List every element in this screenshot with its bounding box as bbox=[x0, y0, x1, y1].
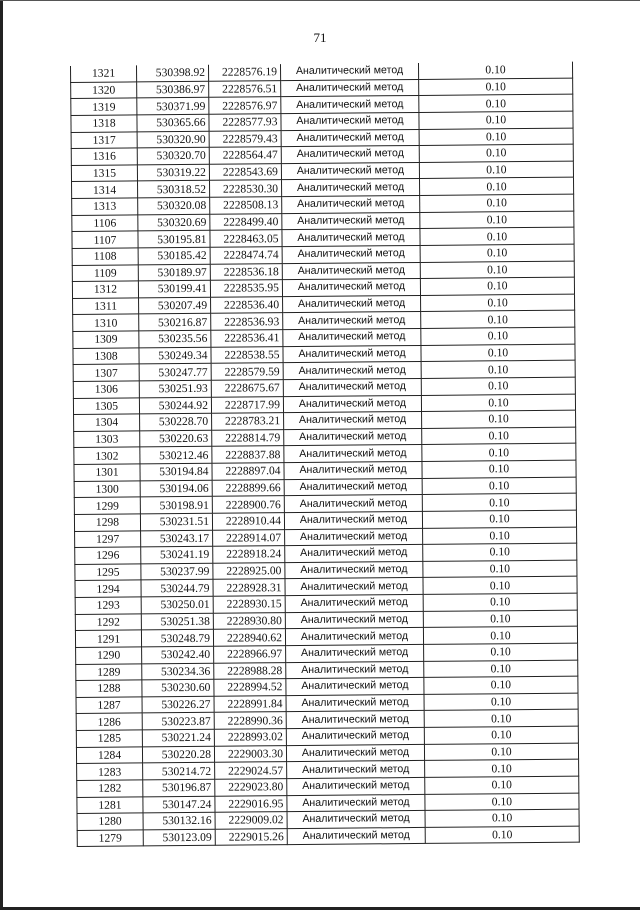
coordinate-x-cell: 530249.34 bbox=[139, 347, 211, 364]
determination-method-cell: Аналитический метод bbox=[285, 594, 423, 612]
coordinate-y-cell: 2228717.99 bbox=[211, 396, 283, 413]
coordinate-x-cell: 530199.41 bbox=[138, 280, 210, 297]
point-number-cell: 1301 bbox=[74, 464, 140, 481]
determination-method-cell: Аналитический метод bbox=[285, 628, 423, 646]
point-number-cell: 1284 bbox=[76, 747, 142, 764]
coordinate-y-cell: 2228474.74 bbox=[210, 247, 282, 264]
determination-method-cell: Аналитический метод bbox=[284, 478, 422, 496]
accuracy-value-cell: 0.10 bbox=[423, 560, 577, 578]
determination-method-cell: Аналитический метод bbox=[286, 661, 424, 679]
coordinates-table bbox=[70, 62, 580, 848]
determination-method-cell: Аналитический метод bbox=[281, 79, 419, 97]
coordinate-x-cell: 530234.36 bbox=[142, 663, 214, 680]
coordinate-y-cell: 2228576.19 bbox=[208, 64, 280, 81]
accuracy-value-cell: 0.10 bbox=[425, 793, 579, 811]
accuracy-value-cell: 0.10 bbox=[420, 261, 574, 279]
determination-method-cell: Аналитический метод bbox=[285, 528, 423, 546]
determination-method-cell: Аналитический метод bbox=[287, 777, 425, 795]
point-number-cell: 1300 bbox=[74, 481, 140, 498]
determination-method-cell: Аналитический метод bbox=[284, 495, 422, 513]
accuracy-value-cell: 0.10 bbox=[421, 394, 575, 412]
determination-method-cell: Аналитический метод bbox=[281, 112, 419, 130]
coordinate-y-cell: 2229003.30 bbox=[214, 745, 286, 762]
coordinate-y-cell: 2228536.41 bbox=[211, 330, 283, 347]
point-number-cell: 1321 bbox=[70, 65, 136, 82]
coordinate-x-cell: 530371.99 bbox=[137, 98, 209, 115]
accuracy-value-cell: 0.10 bbox=[418, 62, 572, 79]
determination-method-cell: Аналитический метод bbox=[283, 295, 421, 313]
determination-method-cell: Аналитический метод bbox=[286, 694, 424, 712]
determination-method-cell: Аналитический метод bbox=[280, 63, 418, 80]
accuracy-value-cell: 0.10 bbox=[421, 294, 575, 312]
point-number-cell: 1308 bbox=[73, 348, 139, 365]
coordinate-x-cell: 530320.90 bbox=[137, 131, 209, 148]
accuracy-value-cell: 0.10 bbox=[420, 211, 574, 229]
coordinate-x-cell: 530230.60 bbox=[142, 679, 214, 696]
coordinate-y-cell: 2228543.69 bbox=[209, 163, 281, 180]
coordinate-x-cell: 530319.22 bbox=[137, 164, 209, 181]
point-number-cell: 1291 bbox=[75, 630, 141, 647]
accuracy-value-cell: 0.10 bbox=[424, 709, 578, 727]
coordinate-y-cell: 2228930.15 bbox=[213, 596, 285, 613]
accuracy-value-cell: 0.10 bbox=[419, 94, 573, 112]
point-number-cell: 1315 bbox=[71, 165, 137, 182]
point-number-cell: 1314 bbox=[72, 181, 138, 198]
coordinate-x-cell: 530207.49 bbox=[139, 297, 211, 314]
accuracy-value-cell: 0.10 bbox=[425, 809, 579, 827]
coordinate-y-cell: 2228579.59 bbox=[211, 363, 283, 380]
coordinate-y-cell: 2228910.44 bbox=[212, 513, 284, 530]
point-number-cell: 1309 bbox=[73, 331, 139, 348]
accuracy-value-cell: 0.10 bbox=[424, 660, 578, 678]
accuracy-value-cell: 0.10 bbox=[420, 244, 574, 262]
coordinate-y-cell: 2228988.28 bbox=[214, 662, 286, 679]
coordinate-x-cell: 530216.87 bbox=[139, 314, 211, 331]
coordinate-y-cell: 2228990.36 bbox=[214, 712, 286, 729]
coordinate-x-cell: 530212.46 bbox=[140, 447, 212, 464]
accuracy-value-cell: 0.10 bbox=[420, 227, 574, 245]
coordinate-y-cell: 2228530.30 bbox=[210, 180, 282, 197]
accuracy-value-cell: 0.10 bbox=[424, 743, 578, 761]
point-number-cell: 1293 bbox=[75, 597, 141, 614]
determination-method-cell: Аналитический метод bbox=[282, 262, 420, 280]
point-number-cell: 1297 bbox=[75, 530, 141, 547]
accuracy-value-cell: 0.10 bbox=[423, 626, 577, 644]
coordinate-x-cell: 530195.81 bbox=[138, 231, 210, 248]
determination-method-cell: Аналитический метод bbox=[282, 229, 420, 247]
point-number-cell: 1317 bbox=[71, 131, 137, 148]
accuracy-value-cell: 0.10 bbox=[419, 144, 573, 162]
determination-method-cell: Аналитический метод bbox=[282, 279, 420, 297]
determination-method-cell: Аналитический метод bbox=[283, 345, 421, 363]
coordinate-x-cell: 530194.84 bbox=[140, 463, 212, 480]
coordinate-y-cell: 2228675.67 bbox=[211, 380, 283, 397]
determination-method-cell: Аналитический метод bbox=[283, 328, 421, 346]
coordinate-x-cell: 530318.52 bbox=[138, 181, 210, 198]
coordinate-y-cell: 2228897.04 bbox=[212, 463, 284, 480]
coordinate-y-cell: 2228579.43 bbox=[209, 130, 281, 147]
point-number-cell: 1313 bbox=[72, 198, 138, 215]
point-number-cell: 1295 bbox=[75, 564, 141, 581]
accuracy-value-cell: 0.10 bbox=[423, 593, 577, 611]
coordinate-y-cell: 2228925.00 bbox=[213, 562, 285, 579]
determination-method-cell: Аналитический метод bbox=[284, 511, 422, 529]
determination-method-cell: Аналитический метод bbox=[285, 561, 423, 579]
determination-method-cell: Аналитический метод bbox=[283, 378, 421, 396]
determination-method-cell: Аналитический метод bbox=[287, 811, 425, 829]
coordinate-y-cell: 2229009.02 bbox=[215, 812, 287, 829]
coordinate-y-cell: 2228994.52 bbox=[214, 679, 286, 696]
coordinate-y-cell: 2228814.79 bbox=[212, 429, 284, 446]
determination-method-cell: Аналитический метод bbox=[286, 727, 424, 745]
coordinate-x-cell: 530320.70 bbox=[137, 147, 209, 164]
coordinate-y-cell: 2228900.76 bbox=[212, 496, 284, 513]
coordinate-x-cell: 530189.97 bbox=[138, 264, 210, 281]
point-number-cell: 1292 bbox=[75, 614, 141, 631]
point-number-cell: 1106 bbox=[72, 215, 138, 232]
point-number-cell: 1307 bbox=[73, 364, 139, 381]
document-sheet bbox=[70, 62, 579, 848]
scan-border-top bbox=[0, 0, 640, 1]
coordinate-x-cell: 530221.24 bbox=[142, 729, 214, 746]
point-number-cell: 1296 bbox=[75, 547, 141, 564]
determination-method-cell: Аналитический метод bbox=[286, 678, 424, 696]
accuracy-value-cell: 0.10 bbox=[419, 78, 573, 96]
coordinate-y-cell: 2228564.47 bbox=[209, 147, 281, 164]
determination-method-cell: Аналитический метод bbox=[284, 461, 422, 479]
coordinate-y-cell: 2229016.95 bbox=[215, 795, 287, 812]
scan-border-left bbox=[0, 0, 3, 910]
point-number-cell: 1306 bbox=[73, 381, 139, 398]
page-number: 71 bbox=[313, 30, 327, 45]
point-number-cell: 1305 bbox=[73, 397, 139, 414]
accuracy-value-cell: 0.10 bbox=[422, 510, 576, 528]
coordinate-y-cell: 2228928.31 bbox=[213, 579, 285, 596]
coordinate-y-cell: 2228783.21 bbox=[212, 413, 284, 430]
point-number-cell: 1290 bbox=[76, 647, 142, 664]
coordinate-x-cell: 530247.77 bbox=[139, 364, 211, 381]
point-number-cell: 1299 bbox=[74, 497, 140, 514]
coordinate-y-cell: 2228508.13 bbox=[210, 197, 282, 214]
determination-method-cell: Аналитический метод bbox=[281, 129, 419, 147]
coordinate-x-cell: 530243.17 bbox=[141, 530, 213, 547]
coordinate-x-cell: 530398.92 bbox=[136, 65, 208, 82]
coordinates-table-body bbox=[70, 62, 579, 847]
coordinate-y-cell: 2229023.80 bbox=[215, 779, 287, 796]
point-number-cell: 1312 bbox=[72, 281, 138, 298]
determination-method-cell: Аналитический метод bbox=[286, 744, 424, 762]
coordinate-x-cell: 530226.27 bbox=[142, 696, 214, 713]
coordinate-y-cell: 2228993.02 bbox=[214, 729, 286, 746]
coordinate-y-cell: 2228576.97 bbox=[209, 97, 281, 114]
coordinate-x-cell: 530250.01 bbox=[141, 596, 213, 613]
coordinate-y-cell: 2228991.84 bbox=[214, 695, 286, 712]
accuracy-value-cell: 0.10 bbox=[424, 693, 578, 711]
determination-method-cell: Аналитический метод bbox=[281, 96, 419, 114]
accuracy-value-cell: 0.10 bbox=[423, 543, 577, 561]
accuracy-value-cell: 0.10 bbox=[421, 310, 575, 328]
coordinate-x-cell: 530251.38 bbox=[141, 613, 213, 630]
point-number-cell: 1283 bbox=[77, 763, 143, 780]
coordinate-x-cell: 530320.69 bbox=[138, 214, 210, 231]
point-number-cell: 1320 bbox=[71, 82, 137, 99]
coordinate-y-cell: 2229015.26 bbox=[215, 828, 287, 845]
coordinate-y-cell: 2229024.57 bbox=[215, 762, 287, 779]
determination-method-cell: Аналитический метод bbox=[282, 212, 420, 230]
coordinate-x-cell: 530244.79 bbox=[141, 580, 213, 597]
coordinate-x-cell: 530214.72 bbox=[143, 763, 215, 780]
accuracy-value-cell: 0.10 bbox=[421, 327, 575, 345]
coordinate-x-cell: 530365.66 bbox=[137, 114, 209, 131]
determination-method-cell: Аналитический метод bbox=[282, 179, 420, 197]
coordinate-y-cell: 2228914.07 bbox=[213, 529, 285, 546]
coordinate-x-cell: 530242.40 bbox=[142, 646, 214, 663]
coordinate-y-cell: 2228577.93 bbox=[209, 114, 281, 131]
point-number-cell: 1316 bbox=[71, 148, 137, 165]
accuracy-value-cell: 0.10 bbox=[421, 344, 575, 362]
coordinate-x-cell: 530320.08 bbox=[138, 197, 210, 214]
point-number-cell: 1282 bbox=[77, 780, 143, 797]
point-number-cell: 1288 bbox=[76, 680, 142, 697]
coordinate-y-cell: 2228536.93 bbox=[211, 313, 283, 330]
determination-method-cell: Аналитический метод bbox=[287, 761, 425, 779]
coordinate-x-cell: 530251.93 bbox=[139, 380, 211, 397]
accuracy-value-cell: 0.10 bbox=[422, 493, 576, 511]
accuracy-value-cell: 0.10 bbox=[422, 443, 576, 461]
accuracy-value-cell: 0.10 bbox=[422, 460, 576, 478]
accuracy-value-cell: 0.10 bbox=[419, 128, 573, 146]
point-number-cell: 1287 bbox=[76, 697, 142, 714]
determination-method-cell: Аналитический метод bbox=[285, 545, 423, 563]
determination-method-cell: Аналитический метод bbox=[285, 578, 423, 596]
coordinate-x-cell: 530198.91 bbox=[140, 497, 212, 514]
point-number-cell: 1310 bbox=[73, 314, 139, 331]
determination-method-cell: Аналитический метод bbox=[286, 644, 424, 662]
coordinate-y-cell: 2228966.97 bbox=[214, 646, 286, 663]
accuracy-value-cell: 0.10 bbox=[425, 759, 579, 777]
coordinate-x-cell: 530237.99 bbox=[141, 563, 213, 580]
coordinate-x-cell: 530220.63 bbox=[140, 430, 212, 447]
coordinate-x-cell: 530248.79 bbox=[141, 630, 213, 647]
coordinate-x-cell: 530223.87 bbox=[142, 713, 214, 730]
point-number-cell: 1109 bbox=[72, 264, 138, 281]
determination-method-cell: Аналитический метод bbox=[285, 611, 423, 629]
point-number-cell: 1108 bbox=[72, 248, 138, 265]
accuracy-value-cell: 0.10 bbox=[421, 360, 575, 378]
coordinate-y-cell: 2228536.40 bbox=[211, 296, 283, 313]
determination-method-cell: Аналитический метод bbox=[287, 827, 425, 845]
point-number-cell: 1279 bbox=[77, 830, 143, 847]
accuracy-value-cell: 0.10 bbox=[422, 410, 576, 428]
accuracy-value-cell: 0.10 bbox=[419, 111, 573, 129]
coordinate-y-cell: 2228538.55 bbox=[211, 346, 283, 363]
coordinate-y-cell: 2228499.40 bbox=[210, 213, 282, 230]
determination-method-cell: Аналитический метод bbox=[283, 362, 421, 380]
point-number-cell: 1294 bbox=[75, 580, 141, 597]
accuracy-value-cell: 0.10 bbox=[422, 427, 576, 445]
point-number-cell: 1289 bbox=[76, 663, 142, 680]
point-number-cell: 1298 bbox=[74, 514, 140, 531]
determination-method-cell: Аналитический метод bbox=[281, 146, 419, 164]
accuracy-value-cell: 0.10 bbox=[424, 726, 578, 744]
coordinate-x-cell: 530196.87 bbox=[143, 779, 215, 796]
accuracy-value-cell: 0.10 bbox=[420, 194, 574, 212]
determination-method-cell: Аналитический метод bbox=[283, 312, 421, 330]
accuracy-value-cell: 0.10 bbox=[421, 377, 575, 395]
accuracy-value-cell: 0.10 bbox=[423, 576, 577, 594]
coordinate-y-cell: 2228837.88 bbox=[212, 446, 284, 463]
determination-method-cell: Аналитический метод bbox=[283, 395, 421, 413]
accuracy-value-cell: 0.10 bbox=[425, 826, 579, 844]
accuracy-value-cell: 0.10 bbox=[423, 527, 577, 545]
coordinate-x-cell: 530386.97 bbox=[137, 81, 209, 98]
point-number-cell: 1285 bbox=[76, 730, 142, 747]
point-number-cell: 1304 bbox=[74, 414, 140, 431]
coordinate-y-cell: 2228918.24 bbox=[213, 546, 285, 563]
coordinate-y-cell: 2228463.05 bbox=[210, 230, 282, 247]
table-row bbox=[77, 826, 579, 847]
determination-method-cell: Аналитический метод bbox=[287, 794, 425, 812]
point-number-cell: 1311 bbox=[73, 298, 139, 315]
coordinate-x-cell: 530241.19 bbox=[141, 546, 213, 563]
accuracy-value-cell: 0.10 bbox=[424, 643, 578, 661]
determination-method-cell: Аналитический метод bbox=[286, 711, 424, 729]
determination-method-cell: Аналитический метод bbox=[282, 245, 420, 263]
coordinate-x-cell: 530228.70 bbox=[140, 413, 212, 430]
accuracy-value-cell: 0.10 bbox=[424, 676, 578, 694]
coordinate-x-cell: 530235.56 bbox=[139, 330, 211, 347]
point-number-cell: 1319 bbox=[71, 98, 137, 115]
coordinate-x-cell: 530244.92 bbox=[139, 397, 211, 414]
point-number-cell: 1303 bbox=[74, 431, 140, 448]
coordinate-y-cell: 2228576.51 bbox=[209, 80, 281, 97]
determination-method-cell: Аналитический метод bbox=[284, 428, 422, 446]
point-number-cell: 1281 bbox=[77, 796, 143, 813]
coordinate-y-cell: 2228535.95 bbox=[210, 280, 282, 297]
coordinate-x-cell: 530194.06 bbox=[140, 480, 212, 497]
determination-method-cell: Аналитический метод bbox=[284, 412, 422, 430]
point-number-cell: 1286 bbox=[76, 713, 142, 730]
coordinate-y-cell: 2228940.62 bbox=[213, 629, 285, 646]
determination-method-cell: Аналитический метод bbox=[284, 445, 422, 463]
coordinate-x-cell: 530123.09 bbox=[143, 829, 215, 846]
coordinate-y-cell: 2228930.80 bbox=[213, 612, 285, 629]
accuracy-value-cell: 0.10 bbox=[419, 161, 573, 179]
point-number-cell: 1280 bbox=[77, 813, 143, 830]
coordinate-x-cell: 530132.16 bbox=[143, 812, 215, 829]
coordinate-y-cell: 2228536.18 bbox=[210, 263, 282, 280]
accuracy-value-cell: 0.10 bbox=[423, 610, 577, 628]
coordinate-x-cell: 530231.51 bbox=[140, 513, 212, 530]
accuracy-value-cell: 0.10 bbox=[420, 277, 574, 295]
accuracy-value-cell: 0.10 bbox=[422, 477, 576, 495]
coordinate-x-cell: 530185.42 bbox=[138, 247, 210, 264]
coordinate-y-cell: 2228899.66 bbox=[212, 479, 284, 496]
point-number-cell: 1318 bbox=[71, 115, 137, 132]
point-number-cell: 1302 bbox=[74, 447, 140, 464]
point-number-cell: 1107 bbox=[72, 231, 138, 248]
accuracy-value-cell: 0.10 bbox=[419, 177, 573, 195]
coordinate-x-cell: 530220.28 bbox=[142, 746, 214, 763]
determination-method-cell: Аналитический метод bbox=[281, 162, 419, 180]
determination-method-cell: Аналитический метод bbox=[282, 195, 420, 213]
coordinate-x-cell: 530147.24 bbox=[143, 796, 215, 813]
accuracy-value-cell: 0.10 bbox=[425, 776, 579, 794]
